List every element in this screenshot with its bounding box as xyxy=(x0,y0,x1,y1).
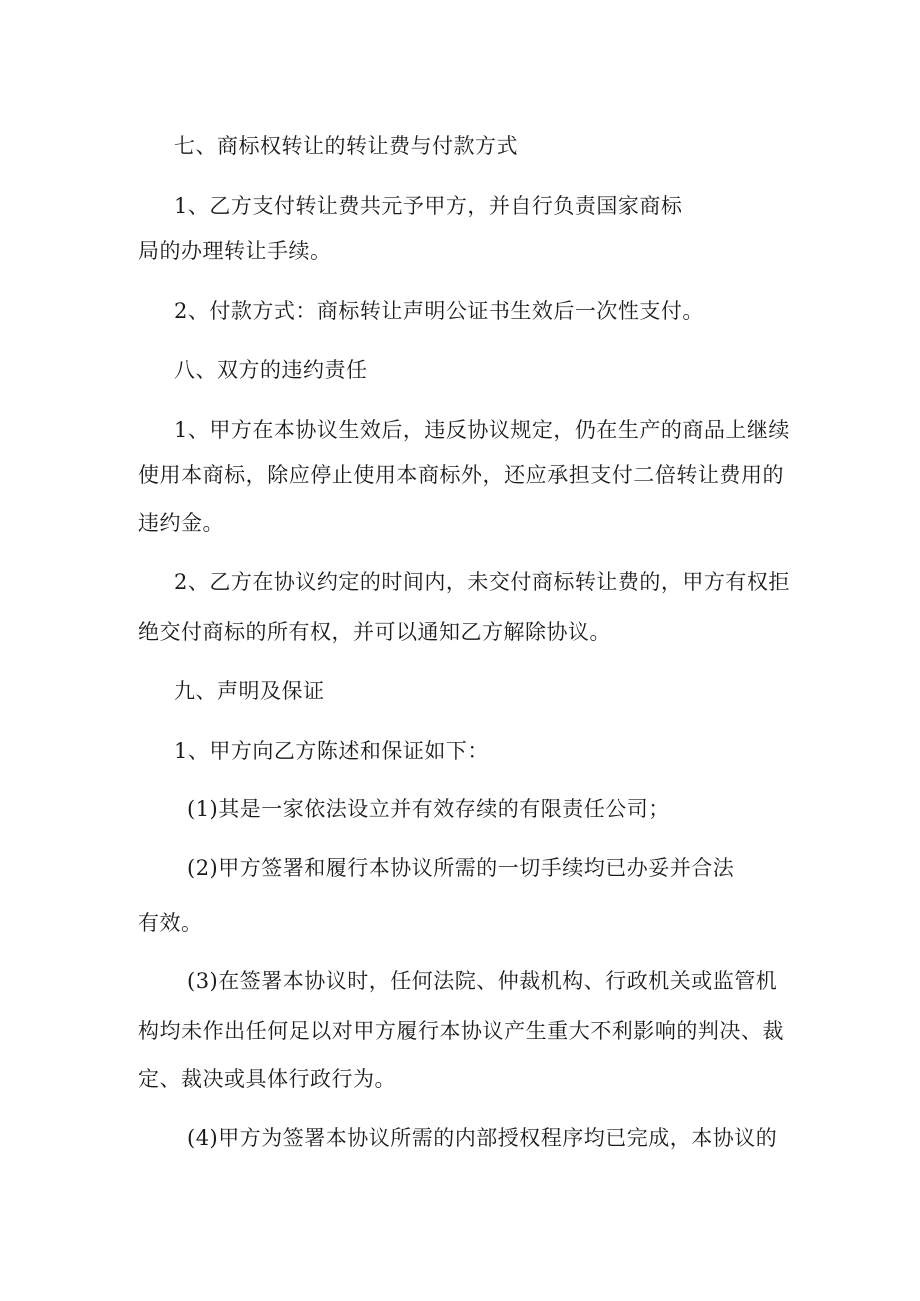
clause-9-1-item-2-line-1: (2)甲方签署和履行本协议所需的一切手续均已办妥并合法 xyxy=(187,856,735,880)
clause-9-1-item-3-line-3: 定、裁决或具体行政行为。 xyxy=(138,1067,396,1091)
clause-7-1-line-2: 局的办理转让手续。 xyxy=(138,239,332,263)
clause-8-1-line-2: 使用本商标，除应停止使用本商标外，还应承担支付二倍转让费用的 xyxy=(138,463,784,487)
clause-9-1-item-1: (1)其是一家依法设立并有效存续的有限责任公司； xyxy=(187,797,670,821)
clause-7-1-line-1: 1、乙方支付转让费共元予甲方，并自行负责国家商标 xyxy=(174,194,683,218)
clause-8-2-line-2: 绝交付商标的所有权，并可以通知乙方解除协议。 xyxy=(138,620,611,644)
section-heading-9: 九、声明及保证 xyxy=(174,679,325,703)
clause-8-1-line-3: 违约金。 xyxy=(138,511,224,535)
clause-7-2: 2、付款方式：商标转让声明公证书生效后一次性支付。 xyxy=(174,299,704,323)
clause-9-1-item-2-line-2: 有效。 xyxy=(138,911,203,935)
clause-8-2-line-1: 2、乙方在协议约定的时间内，未交付商标转让费的，甲方有权拒 xyxy=(174,570,790,594)
clause-8-1-line-1: 1、甲方在本协议生效后，违反协议规定，仍在生产的商品上继续 xyxy=(174,418,790,442)
clause-9-1: 1、甲方向乙方陈述和保证如下： xyxy=(174,739,489,763)
clause-9-1-item-3-line-1: (3)在签署本协议时，任何法院、仲裁机构、行政机关或监管机 xyxy=(187,969,778,993)
clause-9-1-item-3-line-2: 构均未作出任何足以对甲方履行本协议产生重大不利影响的判决、裁 xyxy=(138,1019,784,1043)
clause-9-1-item-4-line-1: (4)甲方为签署本协议所需的内部授权程序均已完成，本协议的 xyxy=(187,1126,778,1150)
section-heading-7: 七、商标权转让的转让费与付款方式 xyxy=(174,134,518,158)
section-heading-8: 八、双方的违约责任 xyxy=(174,358,368,382)
